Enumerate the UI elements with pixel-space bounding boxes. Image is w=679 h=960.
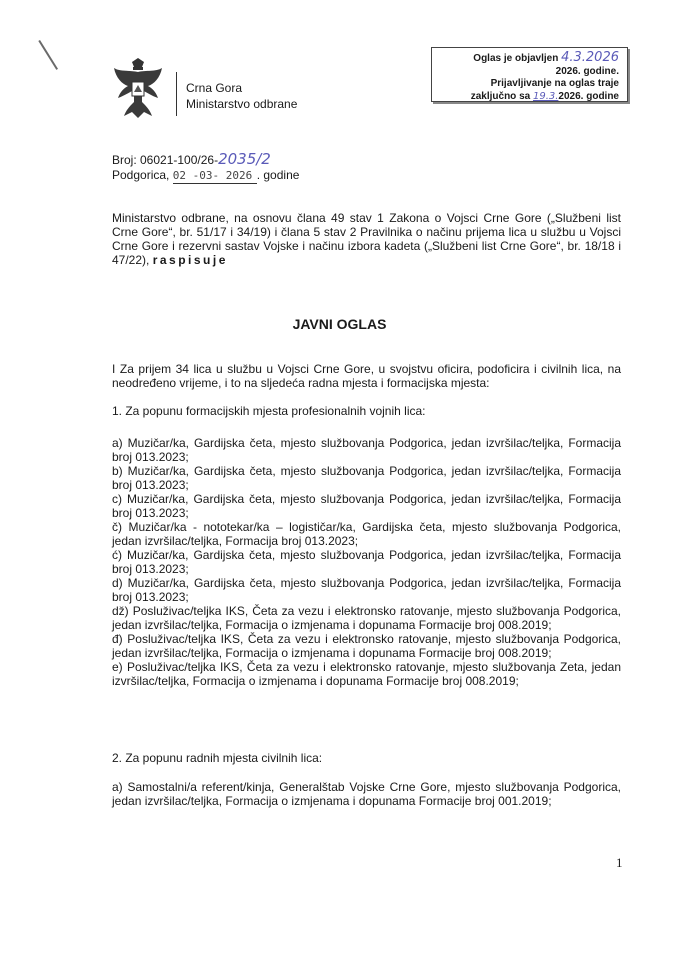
list-item: č) Muzičar/ka - nototekar/ka – logističar/ka, Gardijska četa, mjesto službovanja Podgorica, jedan izvršilac/teljka, Formacija broj 013.2023; — [112, 520, 621, 548]
section-2-list — [112, 780, 621, 808]
list-item: ć) Muzičar/ka, Gardijska četa, mjesto službovanja Podgorica, jedan izvršilac/teljka, Formacija broj 013.2023; — [112, 548, 621, 576]
raspisuje-word: raspisuje — [152, 253, 228, 267]
ministry-name: Ministarstvo odbrane — [186, 97, 298, 111]
date-stamp: 02 -03- 2026 — [173, 168, 257, 184]
section-i: I Za prijem 34 lica u službu u Vojsci Crne Gore, u svojstvu oficira, podoficira i civilnih lica, na neodređeno vrijeme, i to na sljedeća radna mjesta i formacijska mjesta: — [112, 362, 621, 390]
published-date-handwritten: 4.3.2026 — [561, 50, 619, 65]
list-item: a) Muzičar/ka, Gardijska četa, mjesto službovanja Podgorica, jedan izvršilac/teljka, Formacija broj 013.2023; — [112, 436, 621, 464]
publication-notice-box: Oglas je objavljen 4.3.2026 2026. godine. Prijavljivanje na oglas traje zaključno sa 19.3.2026. godine — [431, 47, 628, 102]
ministry-header — [186, 80, 297, 112]
montenegro-coat-of-arms-icon — [112, 58, 164, 124]
list-item: a) Samostalni/a referent/kinja, Generalštab Vojske Crne Gore, mjesto službovanja Podgorica, jedan izvršilac/teljka, Formacija o izmjenama i dopunama Formacije broj 001.2019; — [112, 780, 621, 808]
list-item: dž) Posluživac/teljka IKS, Četa za vezu i elektronsko ratovanje, mjesto službovanja Podgorica, jedan izvršilac/teljka, Formacija o izmjenama i dopunama Formacije broj 008.2019; — [112, 604, 621, 632]
list-item: đ) Posluživac/teljka IKS, Četa za vezu i elektronsko ratovanje, mjesto službovanja Podgorica, jedan izvršilac/teljka, Formacija o izmjenama i dopunama Formacije broj 008.2019; — [112, 632, 621, 660]
section-1-heading: 1. Za popunu formacijskih mjesta profesionalnih vojnih lica: — [112, 404, 426, 418]
deadline-date-handwritten: 19.3. — [532, 90, 559, 102]
section-1-list — [112, 436, 621, 688]
header-divider — [176, 72, 177, 116]
reference-date: Podgorica, 02 -03- 2026 . godine — [112, 168, 300, 182]
list-item: d) Muzičar/ka, Gardijska četa, mjesto službovanja Podgorica, jedan izvršilac/teljka, Formacija broj 013.2023; — [112, 576, 621, 604]
handwritten-stroke — [38, 40, 58, 70]
page-number: 1 — [616, 855, 623, 870]
list-item: b) Muzičar/ka, Gardijska četa, mjesto službovanja Podgorica, jedan izvršilac/teljka, Formacija broj 013.2023; — [112, 464, 621, 492]
document-title: JAVNI OGLAS — [292, 316, 387, 332]
list-item: c) Muzičar/ka, Gardijska četa, mjesto službovanja Podgorica, jedan izvršilac/teljka, Formacija broj 013.2023; — [112, 492, 621, 520]
section-2-heading: 2. Za popunu radnih mjesta civilnih lica: — [112, 751, 323, 765]
country-name: Crna Gora — [186, 81, 243, 95]
intro-paragraph: Ministarstvo odbrane, na osnovu člana 49 stav 1 Zakona o Vojsci Crne Gore („Službeni list Crne Gore“, br. 51/17 i 34/19) i člana 5 stav 2 Pravilnika o načinu prijema lica u službu u Vojsci Crne Gore i rezervni sastav Vojske i načinu izbora kadeta („Službeni list Crne Gore“, br. 18/18 i 47/22), raspisuje — [112, 211, 621, 267]
reference-number: Broj: 06021-100/26-2035/2 — [112, 150, 271, 168]
reference-handwritten: 2035/2 — [218, 150, 271, 168]
list-item: e) Posluživac/teljka IKS, Četa za vezu i elektronsko ratovanje, mjesto službovanja Zeta, jedan izvršilac/teljka, Formacija o izmjenama i dopunama Formacije broj 008.2019; — [112, 660, 621, 688]
